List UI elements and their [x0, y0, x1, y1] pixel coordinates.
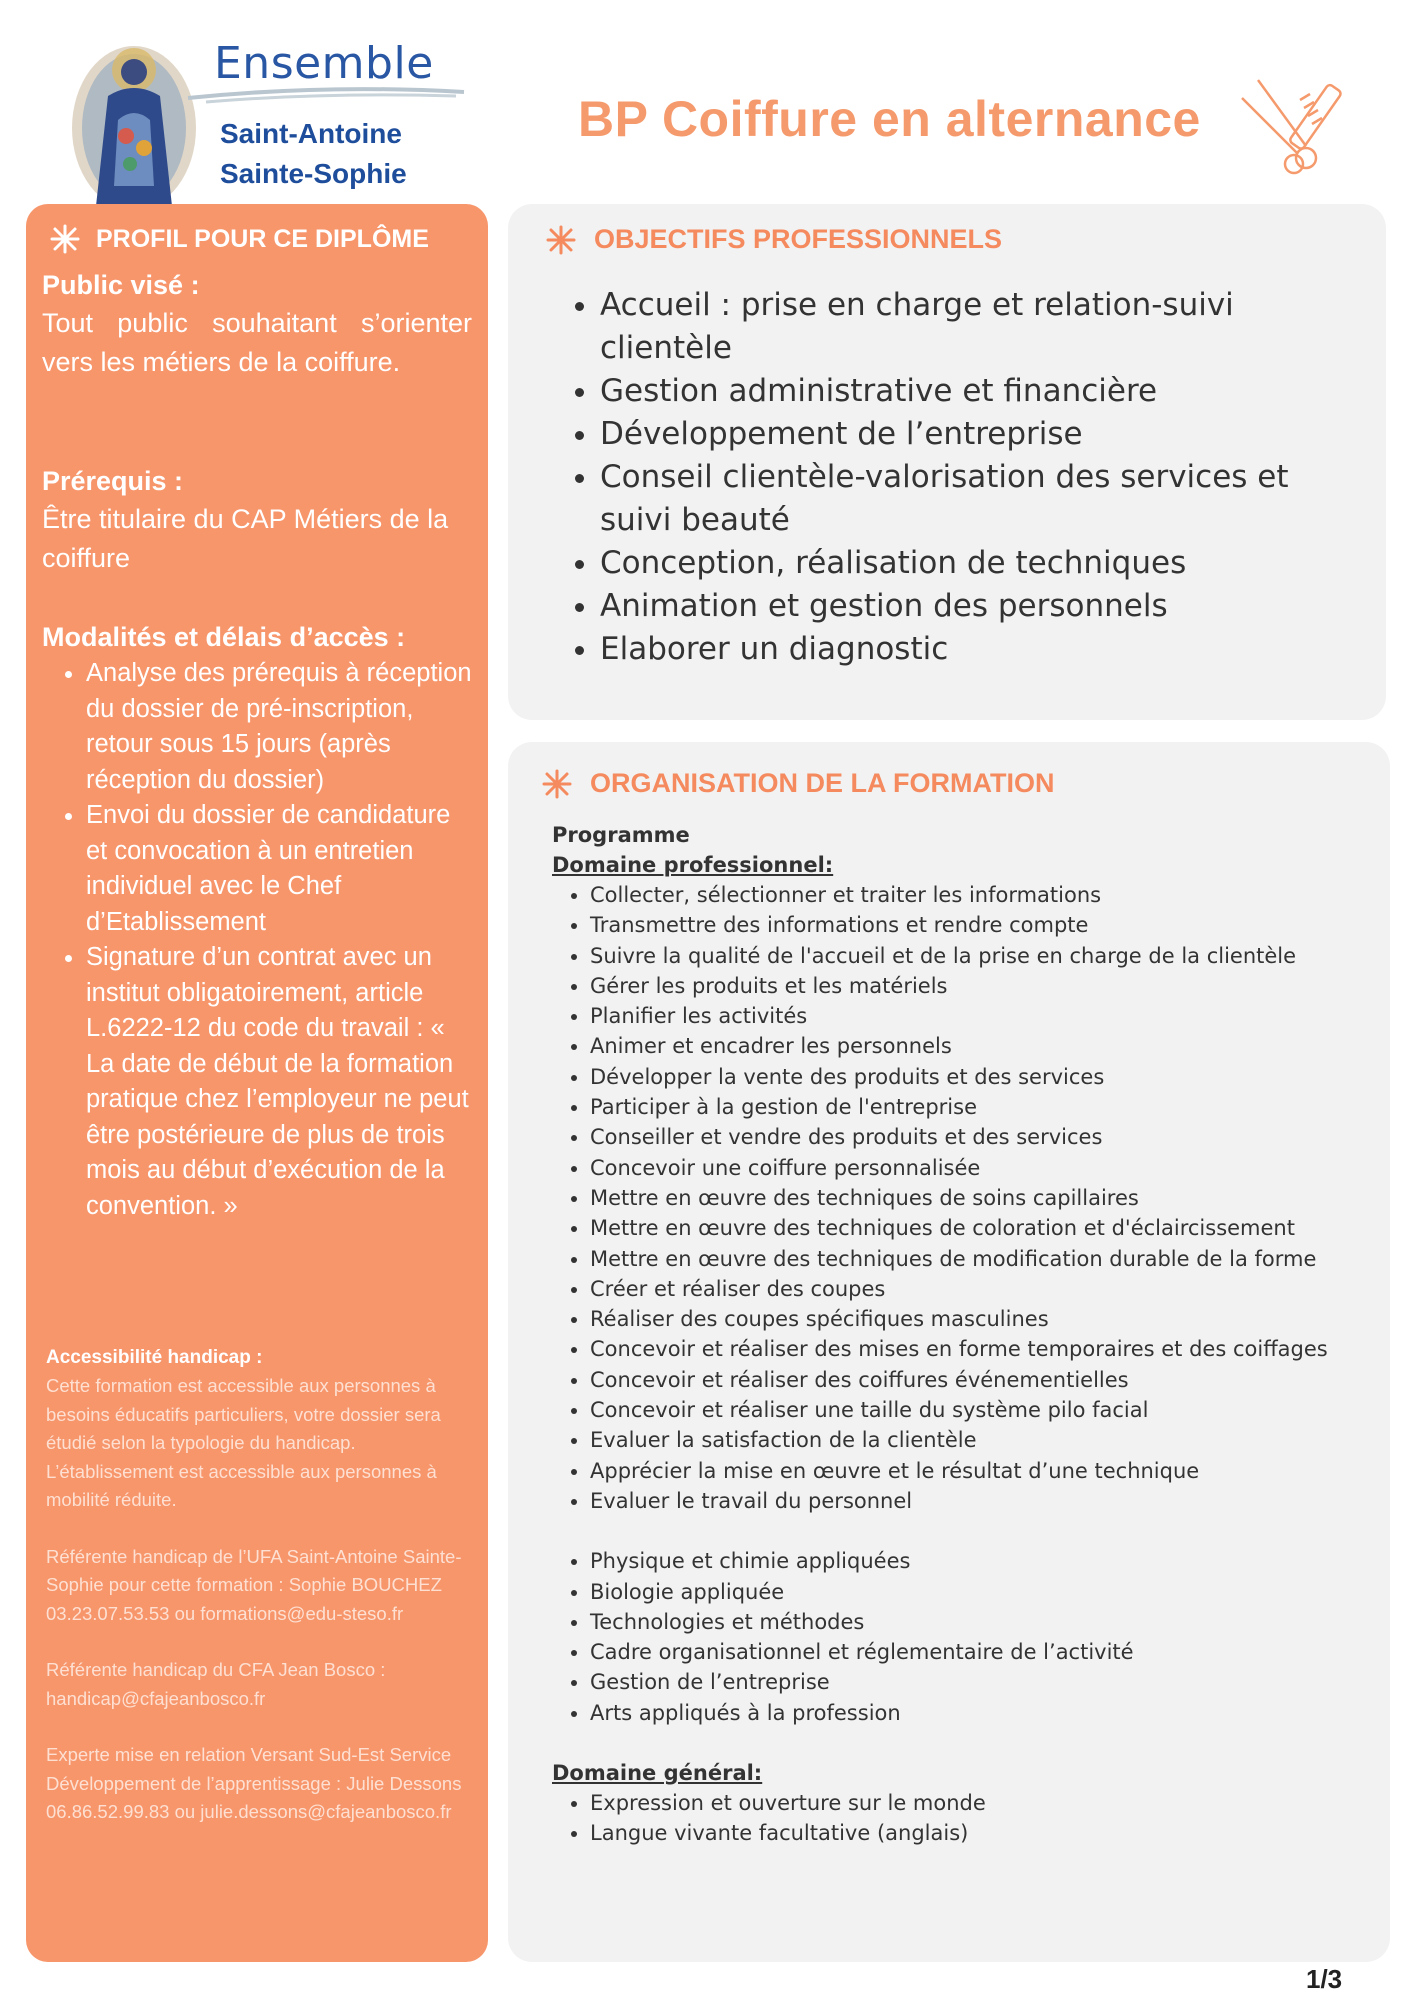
brand-line2: Sainte-Sophie — [220, 158, 407, 189]
list-item: • Expression et ouverture sur le monde — [590, 1788, 1372, 1818]
brand-title: Ensemble — [214, 38, 434, 89]
referente-ufa-text: Référente handicap de l’UFA Saint-Antoine Sainte-Sophie pour cette formation : Sophie BOUCHEZ 03.23.07.53.53 ou formations@edu-steso.fr — [46, 1545, 462, 1624]
list-item: • Signature d’un contrat avec un institut obligatoirement, article L.6222-12 du code du travail : « La date de début de la formation pratique chez l’employeur ne peut être postérieure de plus de trois mois au début d’exécution de la convention. » — [86, 940, 472, 1224]
list-item: • Conception, réalisation de techniques — [600, 542, 1360, 585]
programme-label: Programme — [552, 823, 690, 847]
asterisk-icon — [546, 225, 576, 255]
list-item: • Mettre en œuvre des techniques de coloration et d'éclaircissement — [590, 1213, 1372, 1243]
logo-madonna-image — [68, 36, 200, 206]
asterisk-icon — [542, 769, 572, 799]
profil-panel — [26, 204, 488, 1962]
list-item: • Gérer les produits et les matériels — [590, 971, 1372, 1001]
prerequis-text: Être titulaire du CAP Métiers de la coiffure — [42, 504, 449, 573]
modalites-list — [42, 656, 472, 1224]
list-item: • Développement de l’entreprise — [600, 413, 1360, 456]
list-item: • Biologie appliquée — [590, 1577, 1372, 1607]
domaine-pro-list-2 — [552, 1546, 1372, 1728]
list-item: • Planifier les activités — [590, 1001, 1372, 1031]
list-item: • Concevoir et réaliser une taille du système pilo facial — [590, 1395, 1372, 1425]
list-item: • Conseiller et vendre des produits et des services — [590, 1122, 1372, 1152]
public-label: Public visé : — [42, 270, 200, 300]
list-item: • Suivre la qualité de l'accueil et de la prise en charge de la clientèle — [590, 941, 1372, 971]
profil-heading-text: PROFIL POUR CE DIPLÔME — [96, 224, 429, 253]
scissors-comb-icon — [1236, 76, 1342, 176]
brand-line1: Saint-Antoine — [220, 118, 402, 149]
list-item: • Mettre en œuvre des techniques de modification durable de la forme — [590, 1244, 1372, 1274]
list-item: • Arts appliqués à la profession — [590, 1698, 1372, 1728]
list-item: • Animer et encadrer les personnels — [590, 1031, 1372, 1061]
list-item: • Créer et réaliser des coupes — [590, 1274, 1372, 1304]
list-item: • Accueil : prise en charge et relation-suivi clientèle — [600, 284, 1360, 370]
accessibilite-text: Cette formation est accessible aux personnes à besoins éducatifs particuliers, votre dossier sera étudié selon la typologie du handicap. L’établissement est accessible aux personnes à mobilité réduite. — [46, 1375, 441, 1510]
list-item: • Gestion administrative et financière — [600, 370, 1360, 413]
accessibilite-section — [46, 1344, 466, 1827]
domaine-pro-label: Domaine professionnel: — [552, 853, 834, 877]
list-item: • Concevoir et réaliser des mises en forme temporaires et des coiffages — [590, 1334, 1372, 1364]
document-title: BP Coiffure en alternance — [578, 91, 1201, 147]
list-item: • Réaliser des coupes spécifiques masculines — [590, 1304, 1372, 1334]
list-item: • Cadre organisationnel et réglementaire de l’activité — [590, 1637, 1372, 1667]
asterisk-icon — [50, 224, 80, 254]
accessibilite-label: Accessibilité handicap : — [46, 1347, 263, 1368]
list-item: • Physique et chimie appliquées — [590, 1546, 1372, 1576]
profil-heading — [50, 224, 429, 254]
list-item: • Développer la vente des produits et des services — [590, 1062, 1372, 1092]
brand-swoosh — [186, 84, 466, 104]
organisation-card — [508, 742, 1390, 1962]
domaine-pro-list — [552, 880, 1372, 1516]
list-item: • Elaborer un diagnostic — [600, 628, 1360, 671]
list-item: • Collecter, sélectionner et traiter les informations — [590, 880, 1372, 910]
organisation-heading-text: ORGANISATION DE LA FORMATION — [590, 768, 1055, 798]
domaine-general-label: Domaine général: — [552, 1761, 763, 1786]
objectifs-heading-text: OBJECTIFS PROFESSIONNELS — [594, 224, 1003, 254]
objectifs-card — [508, 204, 1386, 720]
list-item: • Mettre en œuvre des techniques de soins capillaires — [590, 1183, 1372, 1213]
list-item: • Participer à la gestion de l'entreprise — [590, 1092, 1372, 1122]
modalites-section — [42, 618, 472, 1224]
organisation-body — [552, 820, 1372, 1849]
page-number: 1/3 — [1306, 1964, 1343, 1994]
list-item: • Transmettre des informations et rendre compte — [590, 910, 1372, 940]
list-item: • Apprécier la mise en œuvre et le résultat d’une technique — [590, 1456, 1372, 1486]
list-item: • Evaluer la satisfaction de la clientèle — [590, 1425, 1372, 1455]
modalites-label: Modalités et délais d’accès : — [42, 622, 406, 652]
experte-text: Experte mise en relation Versant Sud-Est Service Développement de l’apprentissage : Julie Dessons 06.86.52.99.83 ou julie.dessons@cfajeanbosco.fr — [46, 1744, 462, 1822]
list-item: • Gestion de l’entreprise — [590, 1667, 1372, 1697]
list-item: • Langue vivante facultative (anglais) — [590, 1818, 1372, 1848]
list-item: • Concevoir une coiffure personnalisée — [590, 1153, 1372, 1183]
referente-cfa-text: Référente handicap du CFA Jean Bosco : handicap@cfajeanbosco.fr — [46, 1659, 386, 1709]
public-section — [42, 266, 472, 382]
prerequis-section — [42, 462, 472, 578]
list-item: • Conseil clientèle-valorisation des services et suivi beauté — [600, 456, 1360, 542]
list-item: • Envoi du dossier de candidature et convocation à un entretien individuel avec le Chef d’Etablissement — [86, 798, 472, 940]
organisation-heading — [542, 768, 1054, 799]
list-item: • Analyse des prérequis à réception du dossier de pré-inscription, retour sous 15 jours (après réception du dossier) — [86, 656, 472, 798]
list-item: • Animation et gestion des personnels — [600, 585, 1360, 628]
prerequis-label: Prérequis : — [42, 466, 184, 496]
domaine-general-list — [552, 1788, 1372, 1849]
public-text: Tout public souhaitant s’orienter vers les métiers de la coiffure. — [42, 308, 472, 377]
objectifs-list — [544, 284, 1360, 671]
list-item: • Evaluer le travail du personnel — [590, 1486, 1372, 1516]
list-item: • Technologies et méthodes — [590, 1607, 1372, 1637]
objectifs-heading — [546, 224, 1002, 255]
list-item: • Concevoir et réaliser des coiffures événementielles — [590, 1365, 1372, 1395]
